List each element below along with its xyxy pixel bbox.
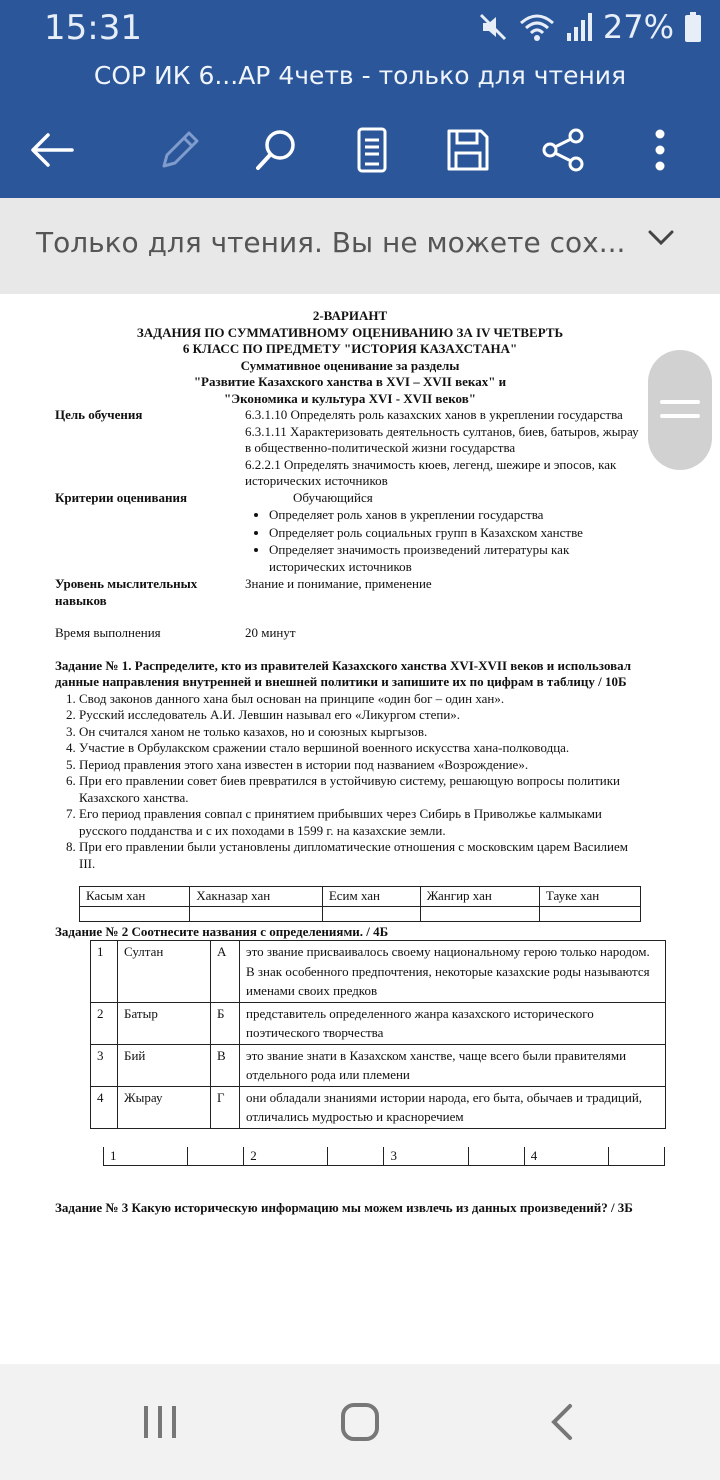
khan-header: Жангир хан [420,887,539,907]
term: Султан [118,941,211,1003]
table-row [91,941,666,1003]
share-icon [540,126,588,174]
criteria-list [245,507,645,575]
signal-icon [565,11,593,43]
definition: это звание присваивалось своему национальному герою только народом. В знак особенного предпочтения, некоторые казахские роды называются именами своих предков [240,941,666,1003]
goal-values [245,407,645,490]
doc-heading-5: "Экономика и культура XVI - XVII веков" [224,390,476,406]
khan-header: Хакназар хан [190,887,323,907]
definition: представитель определенного жанра казахского исторического поэтического творчества [240,1002,666,1044]
answer-cell [328,1147,384,1166]
task1-item: 1. Свод законов данного хана был основан на принципе «один бог – один хан». [79,691,645,708]
task1-item: 3. Он считался ханом не только казахов, но и союзных кыргызов. [79,724,645,741]
table-row [91,1002,666,1044]
letter: В [211,1044,240,1086]
answer-cell [539,906,640,921]
goal-item: 6.3.1.11 Характеризовать деятельность султанов, биев, батыров, жырау в общественно-политической жизни государства [245,423,639,455]
save-icon [444,126,492,174]
back-arrow-icon [28,130,76,170]
status-bar [0,0,720,56]
letter: А [211,941,240,1003]
chevron-left-icon [544,1402,584,1442]
chevron-down-icon[interactable] [648,228,674,248]
task1-item: 5. Период правления этого хана известен в истории под названием «Возрождение». [79,757,645,774]
task2-title: Задание № 2 Соотнесите названия с определениями. / 4Б [55,923,389,939]
table-row [104,1147,665,1166]
task3-title: Задание № 3 Какую историческую информацию мы можем извлечь из данных произведений? / 3Б [55,1200,633,1215]
reading-view-button[interactable] [344,122,400,178]
home-icon [340,1402,380,1442]
answer-number: 1 [104,1147,188,1166]
answer-table [103,1147,665,1167]
level-row [55,576,645,609]
mobile-view-icon [352,126,392,174]
table-row [91,1086,666,1128]
answer-number: 4 [524,1147,608,1166]
time-value: 20 минут [245,625,296,640]
goal-label: Цель обучения [55,407,143,422]
definition: они обладали знаниями истории народа, его быта, обычаев и традиций, отличались мудростью и красноречием [240,1086,666,1128]
row-number: 3 [91,1044,118,1086]
battery-icon [684,11,702,43]
share-button[interactable] [536,122,592,178]
more-options-button[interactable] [632,122,688,178]
task1-item: 2. Русский исследователь А.И. Левшин называл его «Ликургом степи». [79,707,645,724]
doc-heading-1: ЗАДАНИЯ ПО СУММАТИВНОМУ ОЦЕНИВАНИЮ ЗА IV ЧЕТВЕРТЬ [136,324,564,340]
term: Батыр [118,1002,211,1044]
level-label: Уровень мыслительных навыков [55,576,198,608]
criteria-intro: Обучающийся [293,489,373,505]
document-page[interactable] [0,294,720,1364]
answer-cell [80,906,190,921]
match-table [90,940,666,1129]
answer-cell [608,1147,664,1166]
criteria-values [245,490,645,577]
time-row [55,625,645,642]
task1-item: 4. Участие в Орбулакском сражении стало вершиной военного искусства хана-полководца. [79,740,645,757]
goal-item: 6.2.2.1 Определять значимость кюев, легенд, шежире и эпосов, как исторических источников [245,456,617,488]
task1-title: Задание № 1. Распределите, кто из правителей Казахского ханства XVI-XVII веков и использовал данные направления внутренней и внешней политики и запишите их по цифрам в таблицу / 10Б [55,657,632,689]
row-number: 4 [91,1086,118,1128]
clock: 15:31 [44,8,142,48]
app-toolbar [0,100,720,198]
row-number: 2 [91,1002,118,1044]
criteria-label: Критерии оценивания [55,489,188,505]
read-only-message: Только для чтения. Вы не можете сох... [36,226,626,259]
status-icons [477,8,702,46]
letter: Г [211,1086,240,1128]
doc-variant: 2-ВАРИАНТ [312,308,388,323]
edit-button[interactable] [152,122,208,178]
khan-header: Есим хан [322,887,420,907]
criteria-item: • Определяет роль социальных групп в Казахском ханстве [269,525,645,542]
scroll-handle[interactable] [648,350,712,470]
answer-number: 2 [244,1147,328,1166]
khan-header: Тауке хан [539,887,640,907]
grip-line [660,414,700,418]
system-nav-bar [0,1364,720,1480]
criteria-item: • Определяет роль ханов в укреплении государства [269,507,645,524]
answer-cell [188,1147,244,1166]
definition: это звание знати в Казахском ханстве, чаще всего были правителями отдельного рода или племени [240,1044,666,1086]
doc-heading-3: Суммативное оценивание за разделы [240,357,460,373]
recents-icon [140,1402,180,1442]
letter: Б [211,1002,240,1044]
term: Жырау [118,1086,211,1128]
mute-icon [477,11,509,43]
pencil-icon [156,126,204,174]
answer-cell [322,906,420,921]
task1-item: 6. При его правлении совет биев превратился в устойчивую систему, решающую вопросы политики Казахского ханства. [79,773,645,806]
battery-percent: 27% [602,8,674,46]
row-number: 1 [91,941,118,1003]
document-content [55,308,650,1217]
answer-cell [468,1147,524,1166]
search-icon [252,126,300,174]
table-row [91,1044,666,1086]
level-value: Знание и понимание, применение [245,576,432,591]
document-title: СОР ИК 6...АР 4четв - только для чтения [0,56,720,100]
term: Бий [118,1044,211,1086]
doc-heading-2: 6 КЛАСС ПО ПРЕДМЕТУ "ИСТОРИЯ КАЗАХСТАНА" [182,341,518,356]
recents-button[interactable] [140,1402,180,1442]
goal-item: 6.3.1.10 Определять роль казахских ханов в укреплении государства [245,407,623,422]
nav-back-button[interactable] [544,1402,584,1442]
more-vertical-icon [650,126,670,174]
table-row [80,906,641,921]
criteria-row [55,490,645,577]
grip-line [660,400,700,404]
task1-item: 7. Его период правления совпал с принятием прибывших через Сибирь в Приволжье калмыками русского подданства и с их походами в 1599 г. на казахские земли. [79,806,645,839]
wifi-icon [519,11,555,43]
task1-item: 8. При его правлении были установлены дипломатические отношения с московским царем Василием III. [79,839,645,872]
answer-cell [190,906,323,921]
back-button[interactable] [24,122,80,178]
criteria-item: • Определяет значимость произведений литературы как исторических источников [269,542,645,575]
khans-table [79,886,641,922]
task1-list [55,691,645,873]
table-row [80,887,641,907]
search-button[interactable] [248,122,304,178]
read-only-banner[interactable] [0,198,720,294]
khan-header: Касым хан [80,887,190,907]
home-button[interactable] [340,1402,380,1442]
doc-heading-4: "Развитие Казахского ханства в XVI – XVII веках" и [193,374,507,389]
goal-row [55,407,645,490]
answer-cell [420,906,539,921]
save-button[interactable] [440,122,496,178]
answer-number: 3 [384,1147,468,1166]
time-label: Время выполнения [55,625,161,640]
